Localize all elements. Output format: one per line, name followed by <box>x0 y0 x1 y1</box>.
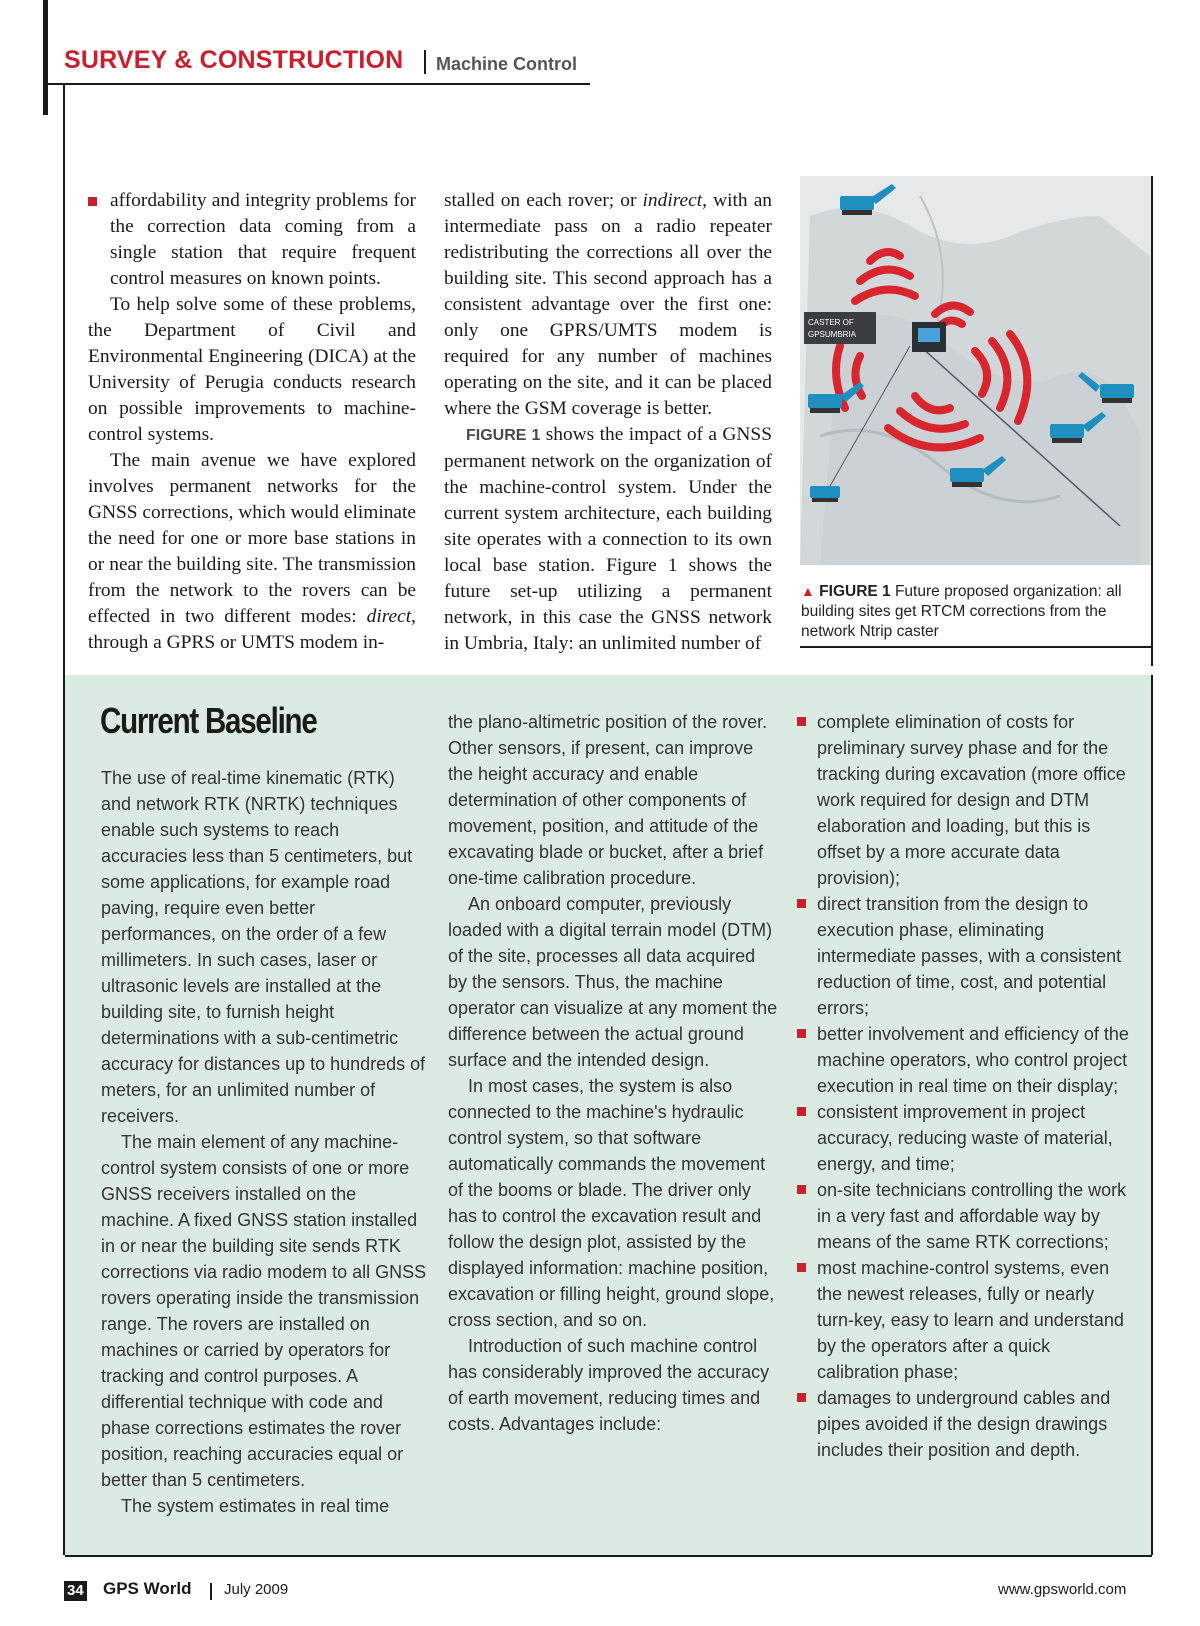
footer-separator <box>210 1583 212 1600</box>
caption-rule <box>800 646 1152 648</box>
issue-date: July 2009 <box>224 1581 289 1598</box>
article-column-2 <box>444 188 772 657</box>
figure-reference: FIGURE 1 <box>466 427 541 444</box>
figure-rule <box>1151 176 1153 666</box>
bullet-text: complete elimination of costs for preliminary survey phase and for the tracking during excavation (more office work required for design and DTM elaboration and loading, but this is offset by a more accurate data provision); <box>817 712 1126 888</box>
paragraph-text: The main avenue we have explored involves permanent networks for the GNSS corrections, which would eliminate the need for one or more base stations in or near the building site. The transmission from the network to the rovers can be effected in two different modes: <box>88 450 416 627</box>
sidebar-column-3 <box>797 709 1132 1463</box>
paragraph: To help solve some of these problems, the Department of Civil and Environmental Engineering (DICA) at the University of Perugia conducts research on possible improvements to machine-control systems. <box>88 294 416 445</box>
paragraph: the plano-altimetric position of the rover. Other sensors, if present, can improve the height accuracy and enable determination of other components of movement, position, and attitude of the excavating blade or bucket, after a brief one-time calibration procedure. <box>448 712 768 888</box>
list-item <box>797 1385 1132 1463</box>
paragraph-text: shows the impact of a GNSS permanent network on the organization of the machine-control system. Under the current system architecture, each building site operates with a connection to its own local base station. Figure 1 shows the future set-up utilizing a permanent network, in this case the GNSS network in Umbria, Italy: an unlimited number of <box>444 424 772 654</box>
paragraph-text: , with an intermediate pass on a radio repeater redistributing the corrections all over the building site. This second approach has a consistent advantage over the first one: only one GPRS/UMTS modem is required for any number of machines operating on the site, and it can be placed where the GSM coverage is better. <box>444 190 772 419</box>
header-rule <box>43 83 590 85</box>
bullet-text: better involvement and efficiency of the machine operators, who control project execution in real time on their display; <box>817 1024 1129 1096</box>
bullet-square-icon <box>797 717 806 726</box>
bullet-text: on-site technicians controlling the work in a very fast and affordable way by means of the same RTK corrections; <box>817 1180 1127 1252</box>
paragraph: The main element of any machine-control system consists of one or more GNSS receivers installed on the machine. A fixed GNSS station installed in or near the building site sends RTK corrections via radio modem to all GNSS rovers operating inside the transmission range. The rovers are installed on machines or carried by operators for tracking and control purposes. A differential technique with code and phase corrections estimates the rover position, reaching accuracies equal or better than 5 centimeters. <box>101 1132 427 1490</box>
sidebar-bottom-rule <box>65 1555 1152 1557</box>
figure-caption <box>801 581 1151 642</box>
paragraph: The system estimates in real time <box>121 1496 390 1516</box>
list-item <box>797 1255 1132 1385</box>
caption-label: FIGURE 1 <box>819 583 891 600</box>
bullet-text: most machine-control systems, even the newest releases, fully or nearly turn-key, easy to learn and understand by the operators after a quick calibration phase; <box>817 1258 1124 1382</box>
header-bar <box>43 0 48 115</box>
caption-text: Future proposed organization: all building sites get RTCM corrections from the network Ntrip caster <box>801 583 1122 640</box>
excavator-icon <box>810 486 840 502</box>
paragraph: An onboard computer, previously loaded with a digital terrain model (DTM) of the site, processes all data acquired by the sensors. Thus, the machine operator can visualize at any moment the difference between the actual ground surface and the intended design. <box>448 894 778 1070</box>
bullet-square-icon <box>797 1107 806 1116</box>
paragraph <box>444 422 772 657</box>
caption-triangle-icon: ▲ <box>801 583 815 599</box>
paragraph-text: , through a GPRS or UMTS modem in- <box>88 606 416 653</box>
header-separator <box>424 50 426 74</box>
sidebar-column-2 <box>448 709 778 1437</box>
bullet-text: consistent improvement in project accuracy, reducing waste of material, energy, and time; <box>817 1102 1113 1174</box>
list-item <box>797 1021 1132 1099</box>
list-item <box>797 1099 1132 1177</box>
bullet-square-icon <box>797 1393 806 1402</box>
paragraph-text: stalled on each rover; or <box>444 190 643 211</box>
list-item <box>88 188 416 292</box>
sidebar-title: Current Baseline <box>100 700 317 741</box>
subsection-title: Machine Control <box>436 54 578 74</box>
section-title: SURVEY & CONSTRUCTION <box>64 46 404 74</box>
magazine-name: GPS World <box>103 1579 192 1598</box>
server-icon <box>912 322 946 352</box>
bullet-text: damages to underground cables and pipes avoided if the design drawings includes their position and depth. <box>817 1388 1111 1460</box>
emphasis: direct <box>366 606 412 627</box>
paragraph: The use of real-time kinematic (RTK) and network RTK (NRTK) techniques enable such systems to reach accuracies less than 5 centimeters, but some applications, for example road paving, require even better performances, on the order of a few millimeters. In such cases, laser or ultrasonic levels are installed at the building site, to furnish height determinations with a sub-centimetric accuracy for distances up to hundreds of meters, for an unlimited number of receivers. <box>101 768 426 1126</box>
caster-label-line-2: GPSUMBRIA <box>808 330 857 339</box>
paragraph <box>444 188 772 422</box>
bullet-text: affordability and integrity problems for the correction data coming from a single station that require frequent control measures on known points. <box>110 190 416 289</box>
website-link[interactable]: www.gpsworld.com <box>998 1581 1127 1598</box>
bullet-text: direct transition from the design to execution phase, eliminating intermediate passes, with a consistent reduction of time, cost, and potential errors; <box>817 894 1122 1018</box>
network-map-illustration <box>800 176 1152 565</box>
caster-label-box <box>804 312 876 344</box>
bullet-square-icon <box>797 1029 806 1038</box>
page-number: 34 <box>64 1581 87 1601</box>
sidebar-right-rule <box>1151 675 1153 1555</box>
bullet-square-icon <box>797 899 806 908</box>
emphasis: indirect <box>642 190 703 211</box>
article-column-1 <box>88 188 416 656</box>
bullet-square-icon <box>797 1263 806 1272</box>
list-item <box>797 709 1132 891</box>
list-item <box>797 1177 1132 1255</box>
bullet-square-icon <box>88 197 97 206</box>
paragraph: In most cases, the system is also connected to the machine's hydraulic control system, so that software automatically commands the movement of the booms or blade. The driver only has to control the excavation result and follow the design plot, assisted by the displayed information: machine position, excavation or filling height, ground slope, cross section, and so on. <box>448 1076 775 1330</box>
caster-label-line-1: CASTER OF <box>808 318 854 327</box>
paragraph: Introduction of such machine control has considerably improved the accuracy of earth movement, reducing times and costs. Advantages include: <box>448 1336 770 1434</box>
bullet-square-icon <box>797 1185 806 1194</box>
list-item <box>797 891 1132 1021</box>
paragraph <box>88 448 416 656</box>
sidebar-column-1 <box>101 765 427 1519</box>
figure-1-image <box>800 176 1152 565</box>
